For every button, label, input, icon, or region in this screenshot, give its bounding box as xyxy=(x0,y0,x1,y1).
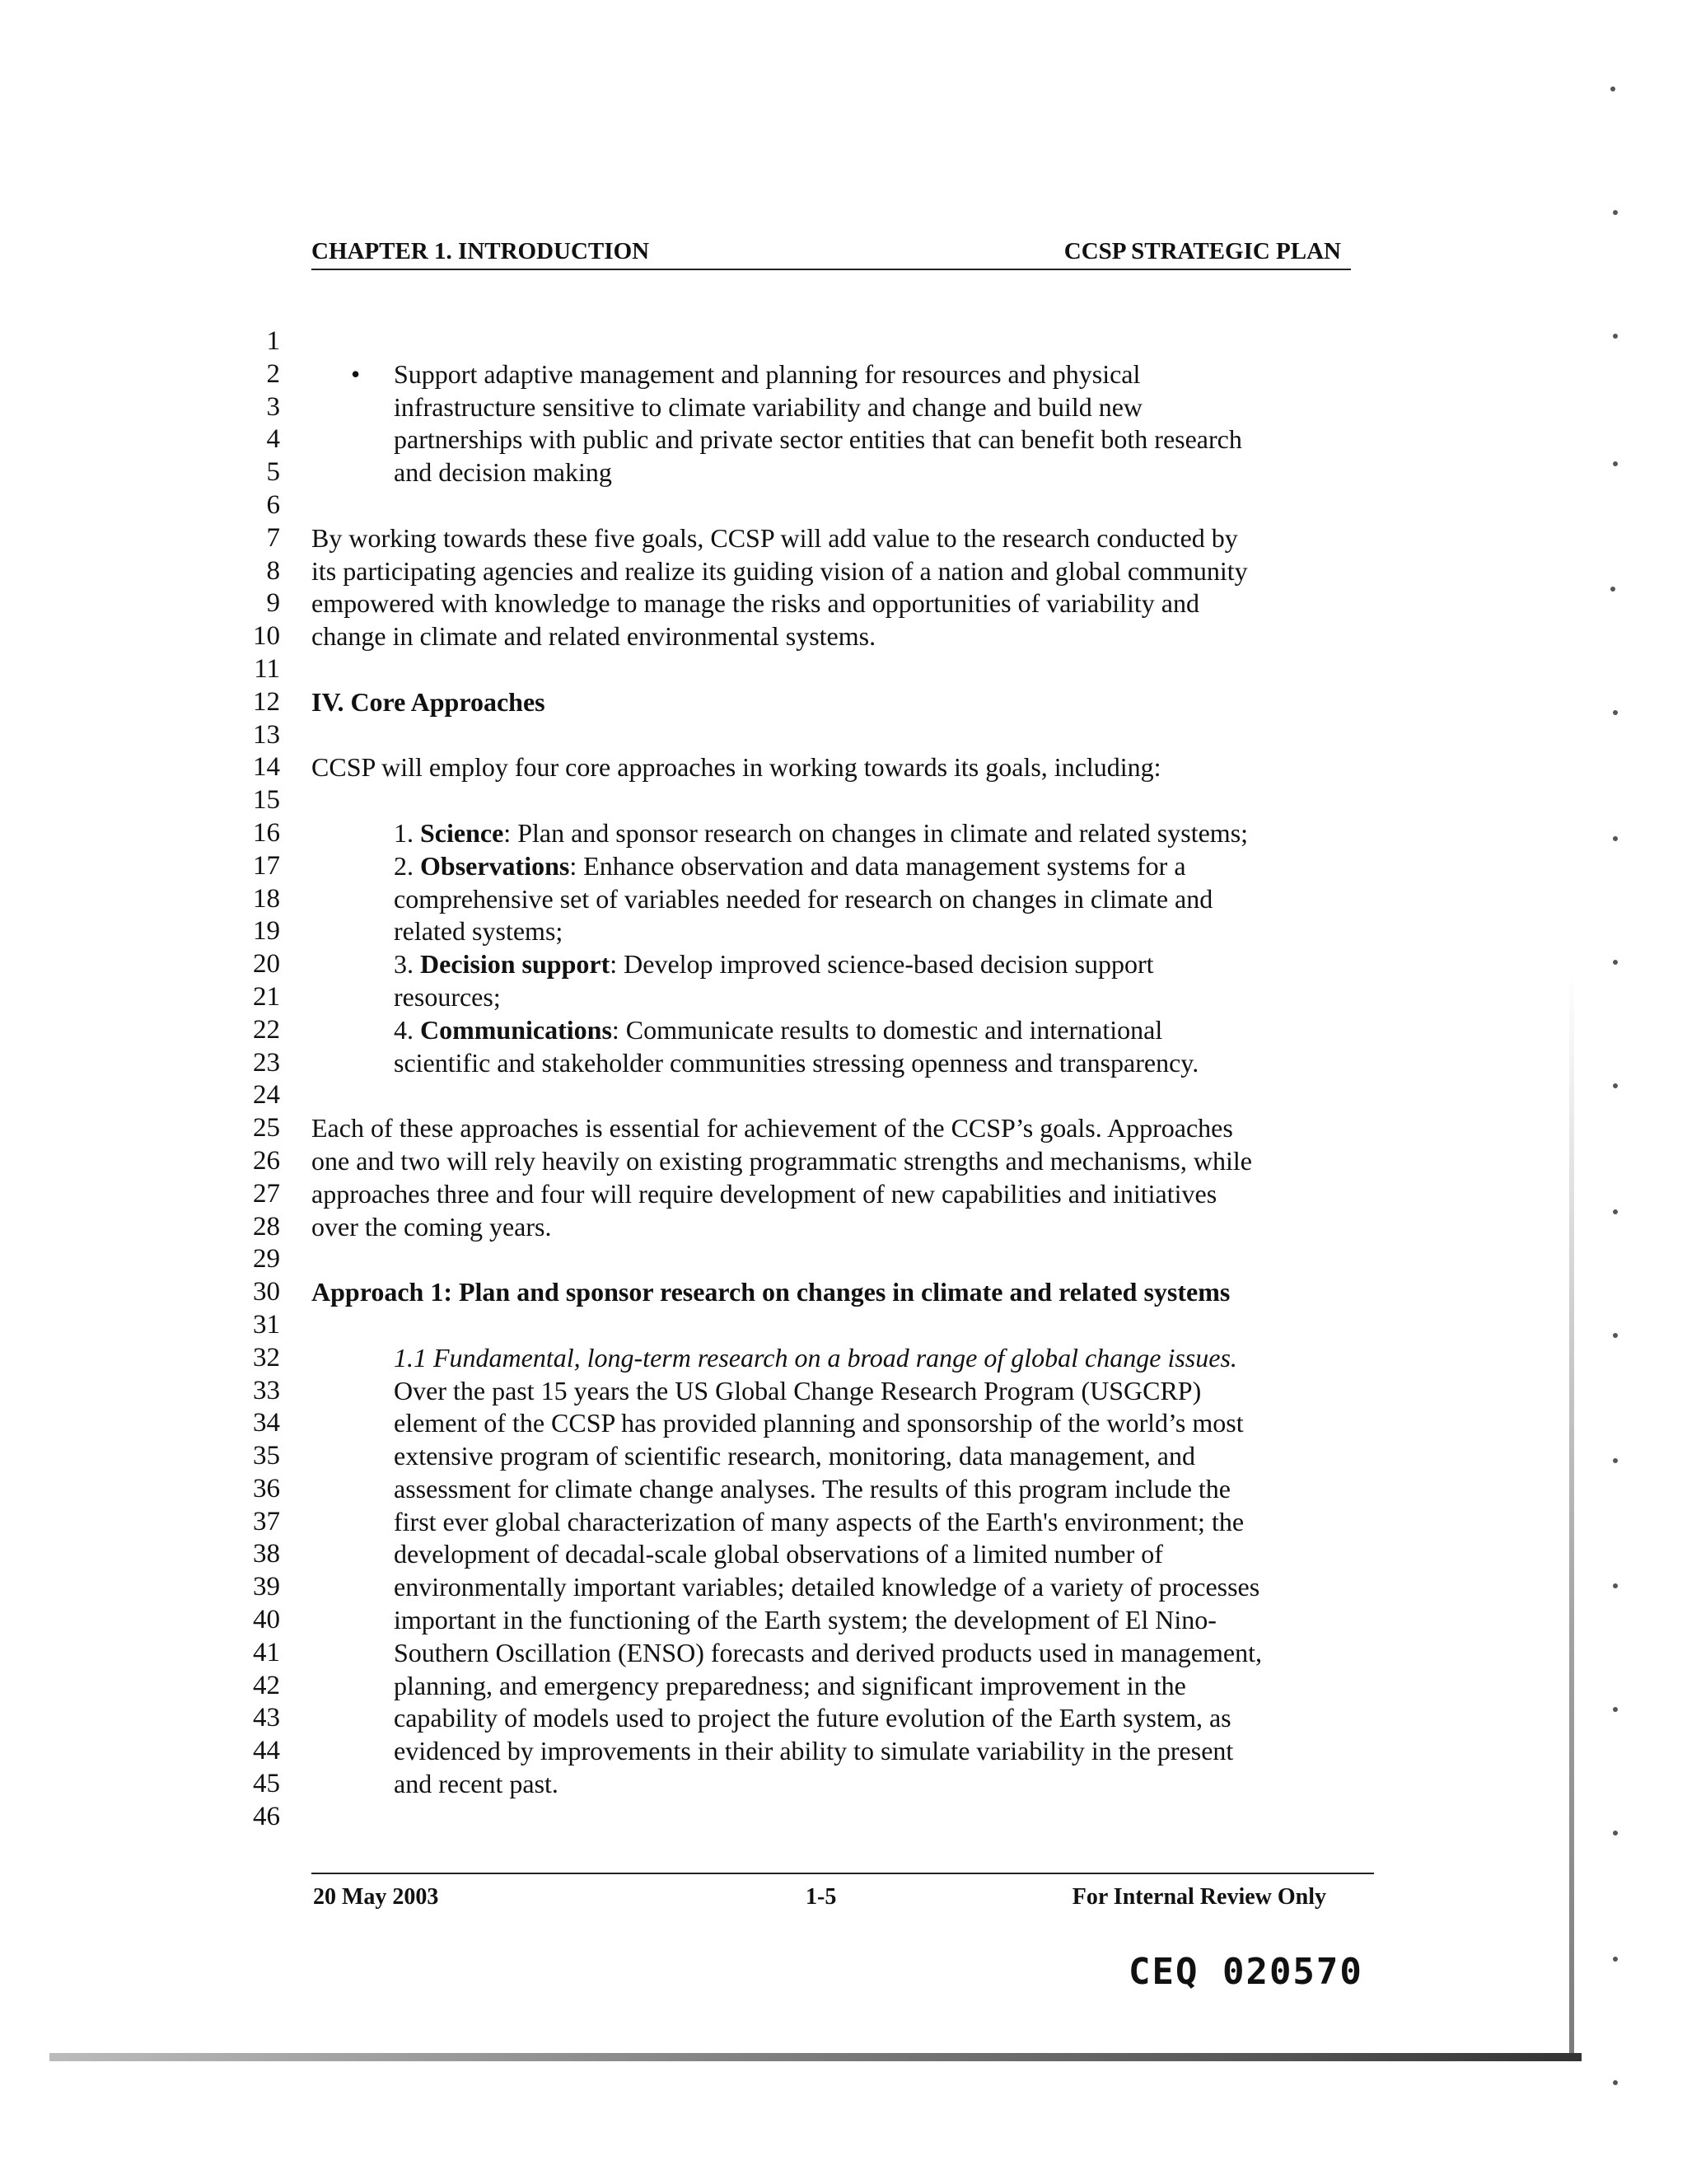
line-number: 5 xyxy=(266,457,280,488)
line-number: 44 xyxy=(253,1736,280,1766)
line-number: 25 xyxy=(253,1113,280,1143)
approach-continuation: related systems; xyxy=(394,916,563,947)
bullet-line: • Support adaptive management and planning for resources and physical xyxy=(311,358,1382,391)
subsection-line: development of decadal-scale global observations of a limited number of xyxy=(394,1539,1163,1569)
scan-speck xyxy=(1613,2080,1618,2085)
blank-line xyxy=(311,719,1382,752)
line-number: 21 xyxy=(253,981,280,1012)
bates-stamp: CEQ 020570 xyxy=(1129,1951,1363,1993)
blank-line xyxy=(311,1243,1382,1276)
subsection-line: important in the functioning of the Earth system; the development of El Nino- xyxy=(394,1605,1217,1635)
scan-speck xyxy=(1613,1458,1618,1463)
line-number: 7 xyxy=(266,522,280,553)
blank-line xyxy=(311,1801,1382,1834)
footer-page-number: 1-5 xyxy=(806,1884,837,1910)
blank-line xyxy=(311,784,1382,817)
line-number: 20 xyxy=(253,949,280,980)
scan-speck xyxy=(1613,710,1618,715)
line-number: 17 xyxy=(253,850,280,881)
paragraph-line: By working towards these five goals, CCSP will add value to the research conducted by xyxy=(311,522,1238,553)
scan-speck xyxy=(1610,87,1615,91)
scan-speck xyxy=(1613,334,1618,339)
line-number: 27 xyxy=(253,1178,280,1209)
line-number-column xyxy=(231,325,280,1834)
approach-item: 3. Decision support: Develop improved science-based decision support xyxy=(394,949,1154,980)
line-number: 18 xyxy=(253,883,280,914)
line-number: 43 xyxy=(253,1703,280,1733)
subsection-line: planning, and emergency preparedness; and significant improvement in the xyxy=(394,1670,1186,1700)
line-number: 42 xyxy=(253,1670,280,1700)
bullet-line: partnerships with public and private sector entities that can benefit both research xyxy=(394,424,1242,455)
line-number: 2 xyxy=(266,358,280,389)
scan-speck xyxy=(1610,587,1615,592)
scan-speck xyxy=(1613,1333,1618,1338)
line-number: 4 xyxy=(266,424,280,455)
line-number: 39 xyxy=(253,1572,280,1602)
line-number: 32 xyxy=(253,1342,280,1373)
line-number: 38 xyxy=(253,1539,280,1569)
line-number: 9 xyxy=(266,588,280,619)
scan-speck xyxy=(1613,1209,1618,1214)
line-number: 15 xyxy=(253,785,280,816)
page-footer xyxy=(311,1873,1374,1910)
header-chapter: CHAPTER 1. INTRODUCTION xyxy=(311,238,650,264)
line-number: 28 xyxy=(253,1211,280,1242)
subsection-line: assessment for climate change analyses. The results of this program include the xyxy=(394,1473,1231,1504)
line-number: 29 xyxy=(253,1244,280,1274)
scan-speck xyxy=(1613,1831,1618,1836)
line-number: 24 xyxy=(253,1080,280,1111)
approach-continuation: scientific and stakeholder communities stressing openness and transparency. xyxy=(394,1047,1199,1078)
line-number: 6 xyxy=(266,489,280,520)
scan-bottom-bar xyxy=(49,2053,1582,2061)
paragraph-line: change in climate and related environmental systems. xyxy=(311,621,876,652)
line-number: 41 xyxy=(253,1637,280,1667)
line-number: 40 xyxy=(253,1605,280,1635)
line-number: 36 xyxy=(253,1473,280,1504)
line-number: 31 xyxy=(253,1309,280,1340)
line-number: 34 xyxy=(253,1408,280,1438)
scan-edge-shadow xyxy=(1569,972,1574,2060)
line-number: 26 xyxy=(253,1145,280,1176)
footer-review-note: For Internal Review Only xyxy=(1072,1884,1326,1910)
bullet-icon: • xyxy=(351,358,361,389)
header-plan-title: CCSP STRATEGIC PLAN xyxy=(1063,238,1341,264)
paragraph-line: its participating agencies and realize its guiding vision of a nation and global community xyxy=(311,555,1248,586)
approach-term: Decision support xyxy=(420,949,610,980)
section-heading: IV. Core Approaches xyxy=(311,686,545,717)
subsection-line: Over the past 15 years the US Global Change Research Program (USGCRP) xyxy=(394,1375,1202,1405)
subsection-line: and recent past. xyxy=(394,1769,558,1799)
approach-item: 2. Observations: Enhance observation and data management systems for a xyxy=(394,850,1186,881)
scan-speck xyxy=(1613,461,1618,466)
line-number: 23 xyxy=(253,1047,280,1078)
scan-speck xyxy=(1613,210,1618,215)
approach-item: 4. Communications: Communicate results to domestic and international xyxy=(394,1014,1163,1045)
approach-continuation: resources; xyxy=(394,981,501,1012)
approach-term: Science xyxy=(420,817,504,848)
paragraph-line: one and two will rely heavily on existing programmatic strengths and mechanisms, while xyxy=(311,1145,1252,1176)
paragraph-line: Each of these approaches is essential for achievement of the CCSP’s goals. Approaches xyxy=(311,1113,1233,1143)
scan-speck xyxy=(1613,960,1618,965)
subsection-line: Southern Oscillation (ENSO) forecasts and derived products used in management, xyxy=(394,1637,1262,1667)
line-number: 19 xyxy=(253,916,280,947)
subsection-line: capability of models used to project the future evolution of the Earth system, as xyxy=(394,1703,1231,1733)
scan-speck xyxy=(1613,1083,1618,1088)
paragraph-line: approaches three and four will require development of new capabilities and initiatives xyxy=(311,1178,1217,1209)
subsection-line: element of the CCSP has provided planning and sponsorship of the world’s most xyxy=(394,1408,1244,1438)
scan-speck xyxy=(1613,1707,1618,1712)
subsection-line: extensive program of scientific research, monitoring, data management, and xyxy=(394,1441,1195,1471)
line-number: 3 xyxy=(266,391,280,422)
subsection-line: environmentally important variables; detailed knowledge of a variety of processes xyxy=(394,1572,1260,1602)
line-number: 33 xyxy=(253,1375,280,1405)
blank-line xyxy=(311,653,1382,686)
line-number: 46 xyxy=(253,1801,280,1831)
approach-continuation: comprehensive set of variables needed for research on changes in climate and xyxy=(394,883,1213,914)
bullet-line: infrastructure sensitive to climate variability and change and build new xyxy=(394,391,1143,422)
approach-term: Observations xyxy=(420,850,570,881)
blank-line xyxy=(311,1079,1382,1112)
subsection-title: 1.1 Fundamental, long-term research on a broad range of global change issues. xyxy=(394,1342,1237,1373)
body-text xyxy=(311,325,1382,1834)
line-number: 22 xyxy=(253,1014,280,1045)
subsection-line: evidenced by improvements in their ability to simulate variability in the present xyxy=(394,1736,1234,1766)
paragraph-line: over the coming years. xyxy=(311,1211,552,1242)
line-number: 8 xyxy=(266,555,280,586)
scan-speck xyxy=(1613,1583,1618,1588)
line-number: 13 xyxy=(253,719,280,750)
footer-date: 20 May 2003 xyxy=(313,1884,439,1910)
approach-heading: Approach 1: Plan and sponsor research on changes in climate and related systems xyxy=(311,1277,1231,1307)
line-number: 1 xyxy=(266,326,280,356)
page-header xyxy=(311,234,1351,270)
blank-line xyxy=(311,1309,1382,1342)
paragraph-line: empowered with knowledge to manage the risks and opportunities of variability and xyxy=(311,588,1199,619)
blank-line xyxy=(311,489,1382,522)
line-number: 37 xyxy=(253,1506,280,1536)
scan-speck xyxy=(1613,836,1618,841)
scan-speck xyxy=(1613,1957,1618,1962)
line-number: 10 xyxy=(253,621,280,652)
subsection-line: first ever global characterization of many aspects of the Earth's environment; the xyxy=(394,1506,1245,1536)
intro-line: CCSP will employ four core approaches in working towards its goals, including: xyxy=(311,752,1161,783)
line-number: 14 xyxy=(253,752,280,783)
blank-line xyxy=(311,325,1382,358)
line-number: 12 xyxy=(253,686,280,717)
bullet-line: and decision making xyxy=(394,457,612,488)
approach-term: Communications xyxy=(420,1014,612,1045)
line-number: 11 xyxy=(254,653,280,684)
line-number: 30 xyxy=(253,1277,280,1307)
line-number: 45 xyxy=(253,1769,280,1799)
line-number: 35 xyxy=(253,1441,280,1471)
approach-item: 1. Science: Plan and sponsor research on changes in climate and related systems; xyxy=(394,817,1249,848)
line-number: 16 xyxy=(253,817,280,848)
